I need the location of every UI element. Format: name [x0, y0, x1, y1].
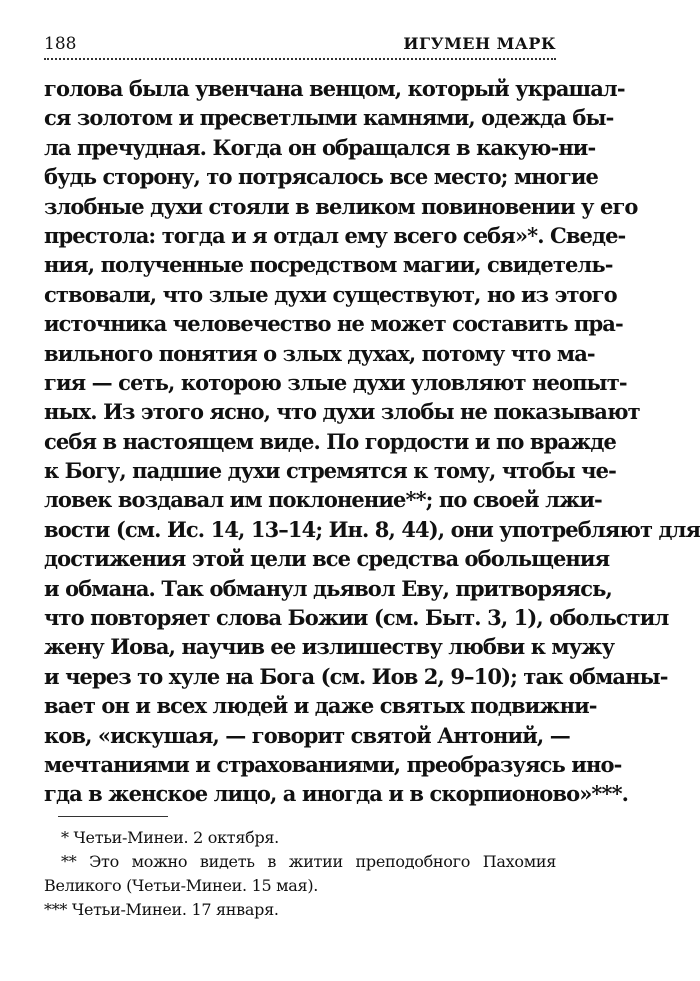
text-line: гда в женское лицо, а иногда и в скорпионово»***.: [44, 781, 629, 807]
text-line: что повторяет слова Божии (см. Быт. 3, 1), обольстил: [44, 605, 669, 631]
text-line: будь сторону, то потрясалось все место; многие: [44, 164, 598, 190]
text-line: источника человечество не может составить пра-: [44, 311, 623, 337]
text-line: и обмана. Так обманул дьявол Еву, притворяясь,: [44, 575, 612, 601]
page-number: 188: [44, 34, 77, 54]
text-line: злобные духи стояли в великом повиновении у его: [44, 193, 638, 219]
text-line: вильного понятия о злых духах, потому что ма-: [44, 340, 595, 366]
text-line: и через то хуле на Бога (см. Иов 2, 9–10); так обманы-: [44, 663, 668, 689]
text-line: ков, «искушая, — говорит святой Антоний, —: [44, 722, 570, 748]
footnotes: [44, 826, 556, 922]
text-line: достижения этой цели все средства обольщения: [44, 546, 610, 572]
footnote-1: * Четьи-Минеи. 2 октября.: [61, 828, 279, 847]
text-line: гия — сеть, которою злые духи уловляют неопыт-: [44, 369, 627, 395]
text-line: голова была увенчана венцом, который украшал-: [44, 76, 625, 101]
text-line: ла пречудная. Когда он обращался в какую-ни-: [44, 134, 596, 160]
text-line: вости (см. Ис. 14, 13–14; Ин. 8, 44), они употребляют для: [44, 516, 700, 542]
footnote-3: *** Четьи-Минеи. 17 января.: [44, 900, 279, 919]
running-header: [44, 34, 556, 60]
text-line: ния, полученные посредством магии, свидетель-: [44, 252, 613, 278]
text-line: престола: тогда и я отдал ему всего себя»*. Сведе-: [44, 222, 626, 248]
text-line: жену Иова, научив ее излишеству любви к мужу: [44, 634, 615, 660]
text-line: мечтаниями и страхованиями, преобразуясь ино-: [44, 751, 622, 777]
text-line: к Богу, падшие духи стремятся к тому, чтобы че-: [44, 458, 616, 484]
text-line: вает он и всех людей и даже святых подвижни-: [44, 693, 597, 719]
footnote-separator: [58, 816, 168, 817]
text-line: ствовали, что злые духи существуют, но из этого: [44, 281, 617, 307]
text-line: себя в настоящем виде. По гордости и по вражде: [44, 428, 616, 454]
main-text-block: [44, 74, 700, 809]
text-line: ся золотом и пресветлыми камнями, одежда бы-: [44, 105, 614, 131]
footnote-2-continuation: Великого (Четьи-Минеи. 15 мая).: [44, 876, 319, 895]
running-title: ИГУМЕН МАРК: [403, 34, 556, 53]
text-line: ловек воздавал им поклонение**; по своей лжи-: [44, 487, 602, 513]
text-line: ных. Из этого ясно, что духи злобы не показывают: [44, 399, 640, 425]
footnote-2: ** Это можно видеть в житии преподобного Пахомия: [61, 852, 556, 871]
